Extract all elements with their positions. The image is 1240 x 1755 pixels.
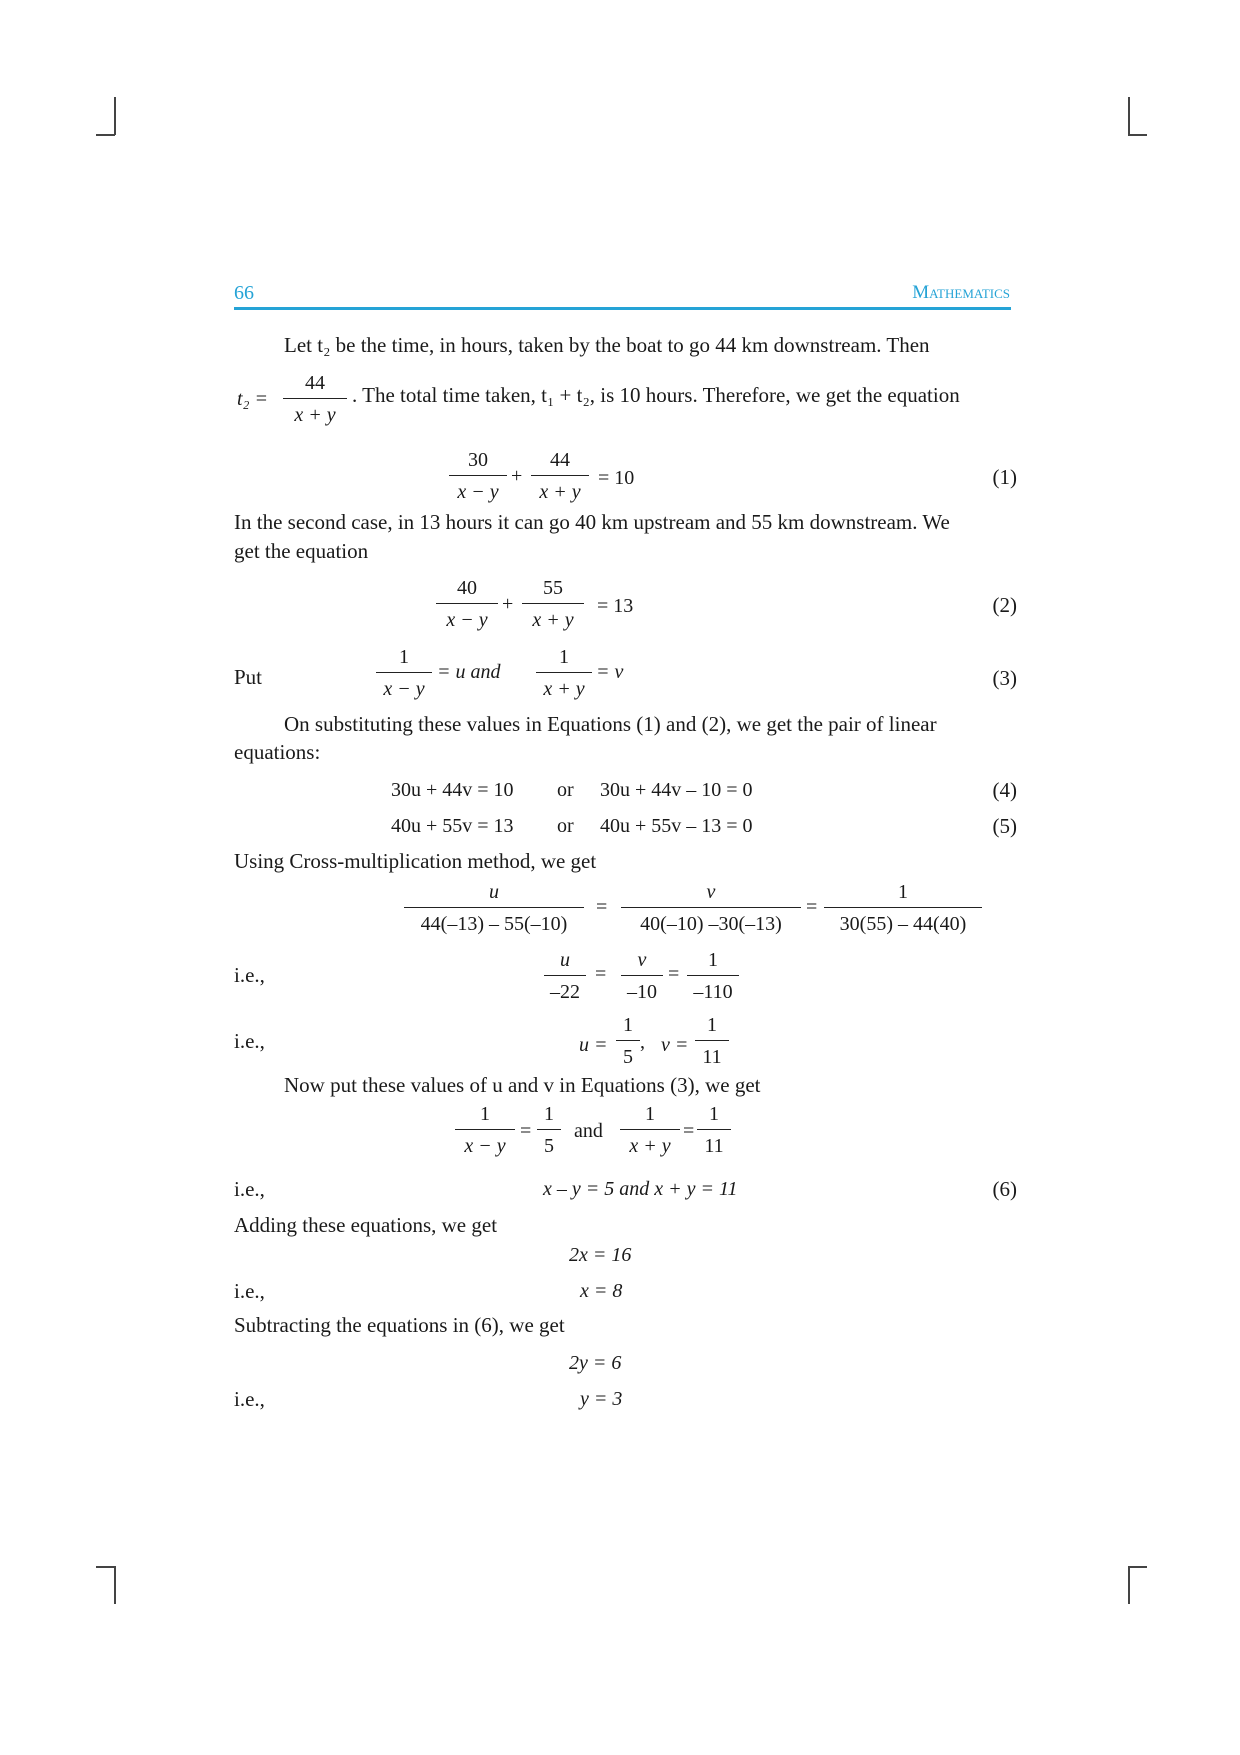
add-eq: 2x = 16 <box>569 1244 632 1266</box>
ie2-n1: 1 <box>623 1014 633 1036</box>
eq2-rhs: = 13 <box>597 595 634 617</box>
sub-frac3 <box>620 1102 680 1158</box>
sub-res: y = 3 <box>580 1388 623 1410</box>
eq3-d2: x + y <box>543 678 585 701</box>
eq1-d2: x + y <box>539 481 581 504</box>
cross-n1: u <box>489 881 499 903</box>
running-title: Mathematics <box>912 282 1010 303</box>
ie2-d2: 11 <box>702 1046 722 1069</box>
ie1-frac1 <box>544 948 586 1004</box>
cross-n3: 1 <box>898 881 908 903</box>
eq2-d1: x − y <box>446 609 488 632</box>
ie1-n2: v <box>637 949 647 971</box>
ie2-frac1 <box>616 1013 640 1069</box>
sub-ie: i.e., <box>234 1387 265 1411</box>
eq5-lhs: 40u + 55v = 13 <box>391 815 514 837</box>
ie2-label: i.e., <box>234 1029 265 1053</box>
eq4-label: (4) <box>992 778 1017 802</box>
crop-mark <box>1128 1566 1147 1568</box>
para3-line1: On substituting these values in Equations (1) and (2), we get the pair of linear <box>284 712 937 736</box>
sub-frac2 <box>537 1102 561 1158</box>
ie2-frac2 <box>695 1013 729 1069</box>
eq1-plus: + <box>511 465 523 487</box>
para6: Adding these equations, we get <box>234 1213 498 1237</box>
t2-den: x + y <box>294 404 336 427</box>
page-number: 66 <box>234 282 254 304</box>
cross-n2: v <box>706 881 716 903</box>
sub-d3: x + y <box>629 1135 671 1158</box>
eq6-text: x – y = 5 and x + y = 11 <box>543 1178 738 1200</box>
para1-line2: . The total time taken, t₁ + t₂, is 10 hours. Therefore, we get the equation <box>352 383 960 407</box>
eq3-frac1 <box>376 645 432 701</box>
cross-eq1: = <box>596 896 608 918</box>
eq1-rhs: = 10 <box>598 467 635 489</box>
sub-frac4 <box>697 1102 731 1158</box>
eq3-rhs: = v <box>596 661 624 683</box>
para2-line2: get the equation <box>234 539 369 563</box>
add-ie: i.e., <box>234 1279 265 1303</box>
sub-eq2: = <box>683 1120 695 1142</box>
sub-d1: x − y <box>464 1135 506 1158</box>
eq6-label: (6) <box>992 1177 1017 1201</box>
sub-n4: 1 <box>709 1103 719 1125</box>
eq3-frac2 <box>536 645 592 701</box>
eq5-rhs: 40u + 55v – 13 = 0 <box>600 815 753 837</box>
ie2-comma: , <box>640 1031 645 1053</box>
cross-frac2 <box>621 880 801 936</box>
eq6-ie: i.e., <box>234 1177 265 1201</box>
ie1-d1: –22 <box>550 981 580 1004</box>
eq1-d1: x − y <box>457 481 499 504</box>
ie1-label: i.e., <box>234 963 265 987</box>
eq2-frac1 <box>436 576 498 632</box>
ie2-n2: 1 <box>707 1014 717 1036</box>
sub-n3: 1 <box>645 1103 655 1125</box>
cross-d3: 30(55) – 44(40) <box>839 913 967 936</box>
eq2-n2: 55 <box>543 577 563 599</box>
eq5-or: or <box>557 815 574 837</box>
crop-mark <box>114 97 116 135</box>
ie1-eq2: = <box>668 963 680 985</box>
eq2-n1: 40 <box>457 577 477 599</box>
sub-d4: 11 <box>704 1135 724 1158</box>
sub-n1: 1 <box>480 1103 490 1125</box>
sub-d2: 5 <box>544 1135 554 1158</box>
eq4-rhs: 30u + 44v – 10 = 0 <box>600 779 753 801</box>
put-label: Put <box>234 665 263 689</box>
eq1-label: (1) <box>992 465 1017 489</box>
crop-mark <box>96 1566 115 1568</box>
eq4-or: or <box>557 779 574 801</box>
eq3-d1: x − y <box>383 678 425 701</box>
eq5-label: (5) <box>992 814 1017 838</box>
eq2-label: (2) <box>992 593 1017 617</box>
eq3-label: (3) <box>992 666 1017 690</box>
eq4-lhs: 30u + 44v = 10 <box>391 779 514 801</box>
eq1-n1: 30 <box>468 449 488 471</box>
sub-eq1: = <box>520 1120 532 1142</box>
para4: Using Cross-multiplication method, we get <box>234 849 597 873</box>
add-res: x = 8 <box>580 1280 623 1302</box>
crop-mark <box>96 134 115 136</box>
cross-d1: 44(–13) – 55(–10) <box>420 913 568 936</box>
crop-mark <box>1128 97 1130 135</box>
cross-frac1 <box>404 880 584 936</box>
para5: Now put these values of u and v in Equations (3), we get <box>284 1073 761 1097</box>
cross-eq2: = <box>806 896 818 918</box>
eq3-mid: = u and <box>437 661 501 683</box>
ie1-frac3 <box>687 948 739 1004</box>
ie1-d3: –110 <box>693 981 733 1004</box>
ie2-d1: 5 <box>623 1046 633 1069</box>
ie2-v-lhs: v = <box>661 1034 689 1056</box>
ie1-n3: 1 <box>708 949 718 971</box>
sub-and: and <box>574 1120 603 1142</box>
sub-eqn: 2y = 6 <box>569 1352 622 1374</box>
crop-mark <box>114 1566 116 1604</box>
eq2-plus: + <box>502 593 514 615</box>
cross-d2: 40(–10) –30(–13) <box>640 913 782 936</box>
crop-mark <box>1128 1566 1130 1604</box>
ie1-d2: –10 <box>627 981 657 1004</box>
para1-line1: Let t₂ be the time, in hours, taken by the boat to go 44 km downstream. Then <box>284 333 930 357</box>
sub-frac1 <box>455 1102 515 1158</box>
t2-lhs: t₂ = <box>237 388 269 410</box>
eq2-d2: x + y <box>532 609 574 632</box>
ie1-eq1: = <box>595 963 607 985</box>
eq1-frac1 <box>449 448 507 504</box>
crop-mark <box>1128 134 1147 136</box>
t2-num: 44 <box>305 372 325 394</box>
sub-n2: 1 <box>544 1103 554 1125</box>
para3-line2: equations: <box>234 740 321 764</box>
t2-fraction <box>283 371 347 427</box>
eq3-n1: 1 <box>399 646 409 668</box>
ie1-frac2 <box>621 948 663 1004</box>
ie2-u-lhs: u = <box>579 1034 608 1056</box>
header-rule <box>234 307 1011 310</box>
para7: Subtracting the equations in (6), we get <box>234 1313 565 1337</box>
para2-line1: In the second case, in 13 hours it can go 40 km upstream and 55 km downstream. We <box>234 510 950 534</box>
cross-frac3 <box>824 880 982 936</box>
eq3-n2: 1 <box>559 646 569 668</box>
ie1-n1: u <box>560 949 570 971</box>
eq2-frac2 <box>522 576 584 632</box>
eq1-frac2 <box>531 448 589 504</box>
eq1-n2: 44 <box>550 449 570 471</box>
